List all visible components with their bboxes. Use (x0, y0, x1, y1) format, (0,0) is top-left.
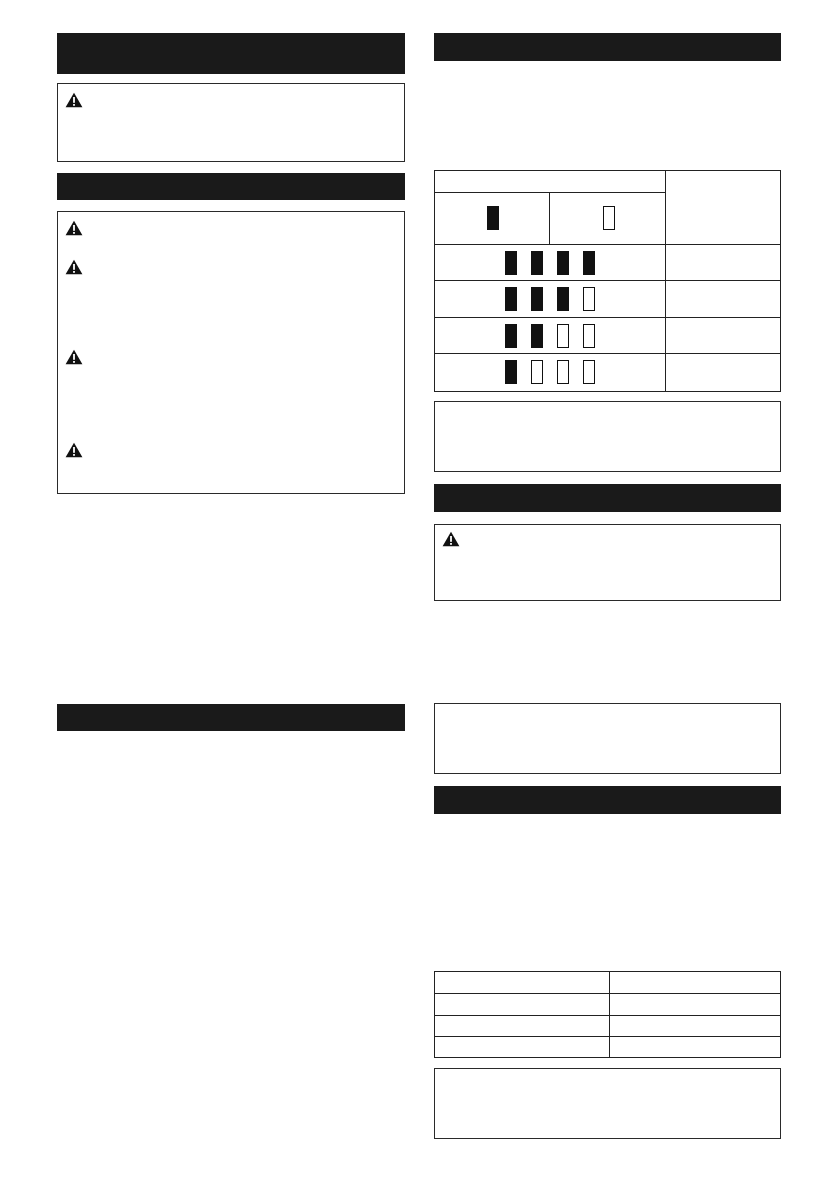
warning-box (57, 83, 405, 162)
warning-list-box (57, 211, 405, 494)
indicator-off-icon (557, 360, 569, 384)
table-row (434, 280, 666, 318)
table-cell (609, 971, 781, 994)
indicator-lit-icon (583, 251, 595, 275)
indicator-off-icon (603, 206, 615, 230)
indicator-lit-icon (505, 360, 517, 384)
indicator-lit-icon (531, 251, 543, 275)
table-row (434, 353, 666, 392)
note-box (434, 1068, 781, 1139)
table-cell (665, 280, 781, 318)
indicator-lit-icon (505, 324, 517, 348)
section-header-bar (57, 33, 405, 74)
indicator-off-icon (583, 324, 595, 348)
warning-triangle-icon (65, 259, 83, 275)
table-row (434, 244, 666, 281)
table-cell (434, 993, 610, 1016)
section-header-bar (434, 484, 781, 512)
table-cell (665, 244, 781, 281)
table-cell (665, 353, 781, 392)
note-box (434, 703, 781, 774)
warning-triangle-icon (65, 442, 83, 458)
table-header-cell (549, 192, 666, 245)
indicator-lit-icon (531, 324, 543, 348)
warning-triangle-icon (442, 531, 460, 547)
warning-triangle-icon (65, 220, 83, 236)
indicator-lit-icon (531, 287, 543, 311)
indicator-lit-icon (487, 206, 499, 230)
section-header-bar (57, 173, 405, 200)
indicator-lit-icon (557, 287, 569, 311)
table-cell (609, 1036, 781, 1058)
indicator-off-icon (583, 287, 595, 311)
table-cell (434, 1036, 610, 1058)
indicator-lit-icon (505, 287, 517, 311)
table-cell (434, 1015, 610, 1037)
section-header-bar (57, 704, 405, 731)
section-header-bar (434, 786, 781, 814)
table-row (434, 317, 666, 354)
indicator-off-icon (583, 360, 595, 384)
note-box (434, 401, 781, 472)
spec-table (434, 971, 781, 1058)
table-cell (665, 317, 781, 354)
warning-box (434, 524, 781, 601)
table-header-cell (434, 192, 550, 245)
table-cell (609, 1015, 781, 1037)
table-cell (434, 971, 610, 994)
table-cell (609, 993, 781, 1016)
indicator-lit-icon (557, 251, 569, 275)
table-header-cell (665, 170, 781, 245)
warning-triangle-icon (65, 349, 83, 365)
section-header-bar (434, 33, 781, 61)
indicator-lit-icon (505, 251, 517, 275)
table-header-cell (434, 170, 666, 193)
indicator-off-icon (557, 324, 569, 348)
indicator-off-icon (531, 360, 543, 384)
warning-triangle-icon (65, 92, 83, 108)
indicator-table (434, 170, 781, 392)
